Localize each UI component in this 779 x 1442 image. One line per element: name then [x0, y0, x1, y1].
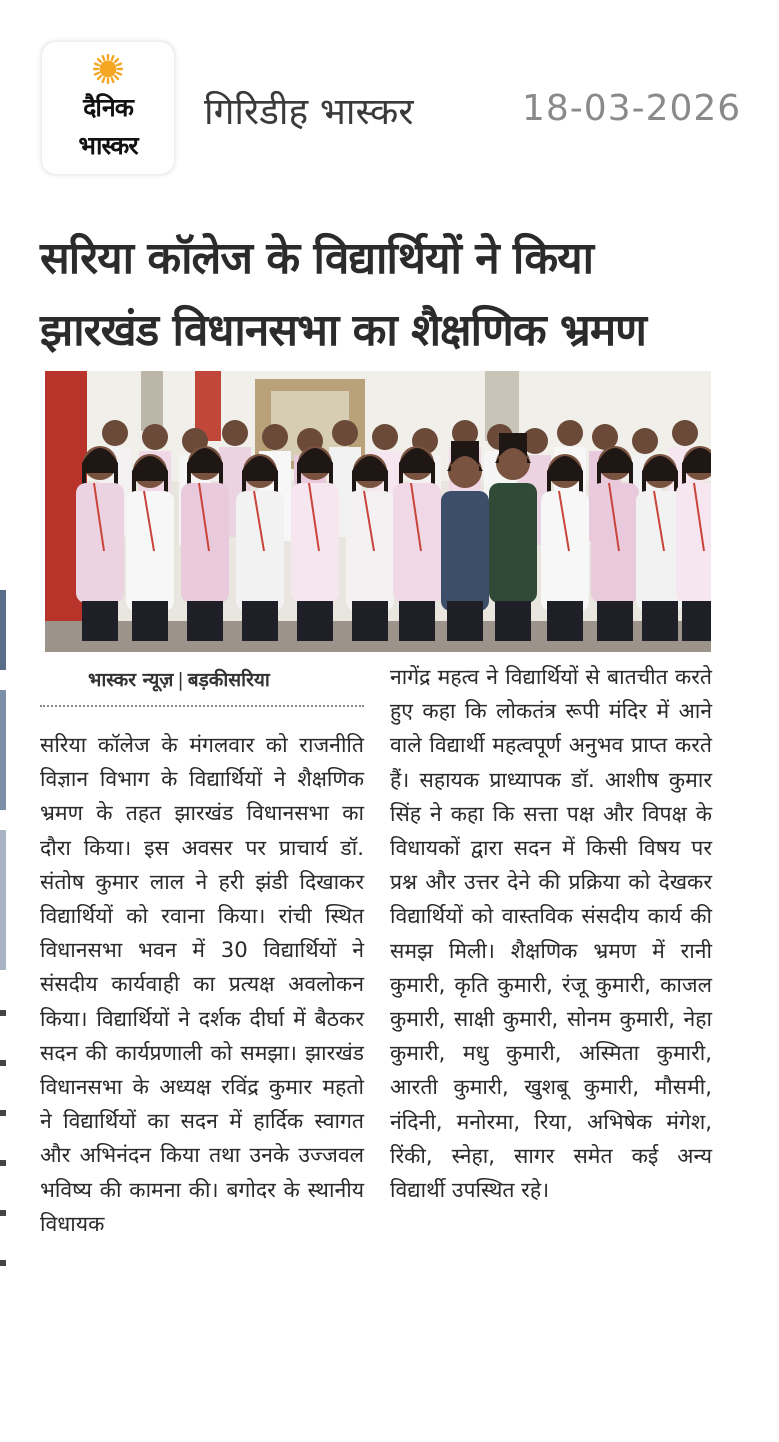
publication-date: 18-03-2026 — [522, 88, 742, 129]
article-paragraph-right: नागेंद्र महत्व ने विद्यार्थियों से बातचीत करते हुए कहा कि लोकतंत्र रूपी मंदिर में आने वाले विद्यार्थी महत्वपूर्ण अनुभव प्राप्त करते हैं। सहायक प्राध्यापक डॉ. आशीष कुमार सिंह ने कहा कि सत्ता पक्ष और विपक्ष के विधायकों द्वारा सदन में किसी विषय पर प्रश्न और उत्तर देने की प्रक्रिया को देखकर विद्यार्थियों को वास्तविक संसदीय कार्य की समझ मिली। शैक्षणिक भ्रमण में रानी कुमारी, कृति कुमारी, रंजू कुमारी, काजल कुमारी, साक्षी कुमारी, सोनम कुमारी, नेहा कुमारी, मधु कुमारी, अस्मिता कुमारी, आरती कुमारी, खुशबू कुमारी, मौसमी, नंदिनी, मनोरमा, रिया, अभिषेक मंगेश, रिंकी, स्नेहा, सागर समेत कई अन्य विद्यार्थी उपस्थित रहे। — [390, 664, 712, 1203]
byline-separator: | — [177, 669, 184, 691]
byline-place: बड़कीसरिया — [187, 669, 270, 691]
byline — [88, 666, 270, 692]
newspaper-logo — [42, 42, 174, 174]
edition-title: गिरिडीह भास्कर — [204, 90, 414, 133]
article-photo — [45, 371, 711, 652]
group-photo-image — [45, 371, 711, 652]
article-body-column-right — [390, 660, 712, 1207]
headline-line-2: झारखंड विधानसभा का शैक्षणिक भ्रमण — [40, 305, 646, 356]
sun-icon — [93, 54, 123, 84]
article-paragraph-left: सरिया कॉलेज के मंगलवार को राजनीति विज्ञान विभाग के विद्यार्थियों ने शैक्षणिक भ्रमण के तहत झारखंड विधानसभा का दौरा किया। इस अवसर पर प्राचार्य डॉ. संतोष कुमार लाल ने हरी झंडी दिखाकर विद्यार्थियों को रवाना किया। रांची स्थित विधानसभा भवन में 30 विद्यार्थियों ने संसदीय कार्यवाही का प्रत्यक्ष अवलोकन किया। विद्यार्थियों ने दर्शक दीर्घा में बैठकर सदन की कार्यप्रणाली को समझा। झारखंड विधानसभा के अध्यक्ष रविंद्र कुमार महतो ने विद्यार्थियों का सदन में हार्दिक स्वागत और अभिनंदन किया तथा उनके उज्जवल भविष्य की कामना की। बगोदर के स्थानीय विधायक — [40, 732, 364, 1236]
byline-source: भास्कर न्यूज़ — [88, 669, 174, 691]
adjacent-page-edge — [0, 590, 8, 1320]
logo-text-dainik: दैनिक — [83, 93, 133, 122]
article-body-column-left — [40, 728, 364, 1241]
logo-text-bhaskar: भास्कर — [78, 131, 138, 160]
headline-line-1: सरिया कॉलेज के विद्यार्थियों ने किया — [40, 233, 594, 284]
byline-rule — [40, 705, 364, 707]
